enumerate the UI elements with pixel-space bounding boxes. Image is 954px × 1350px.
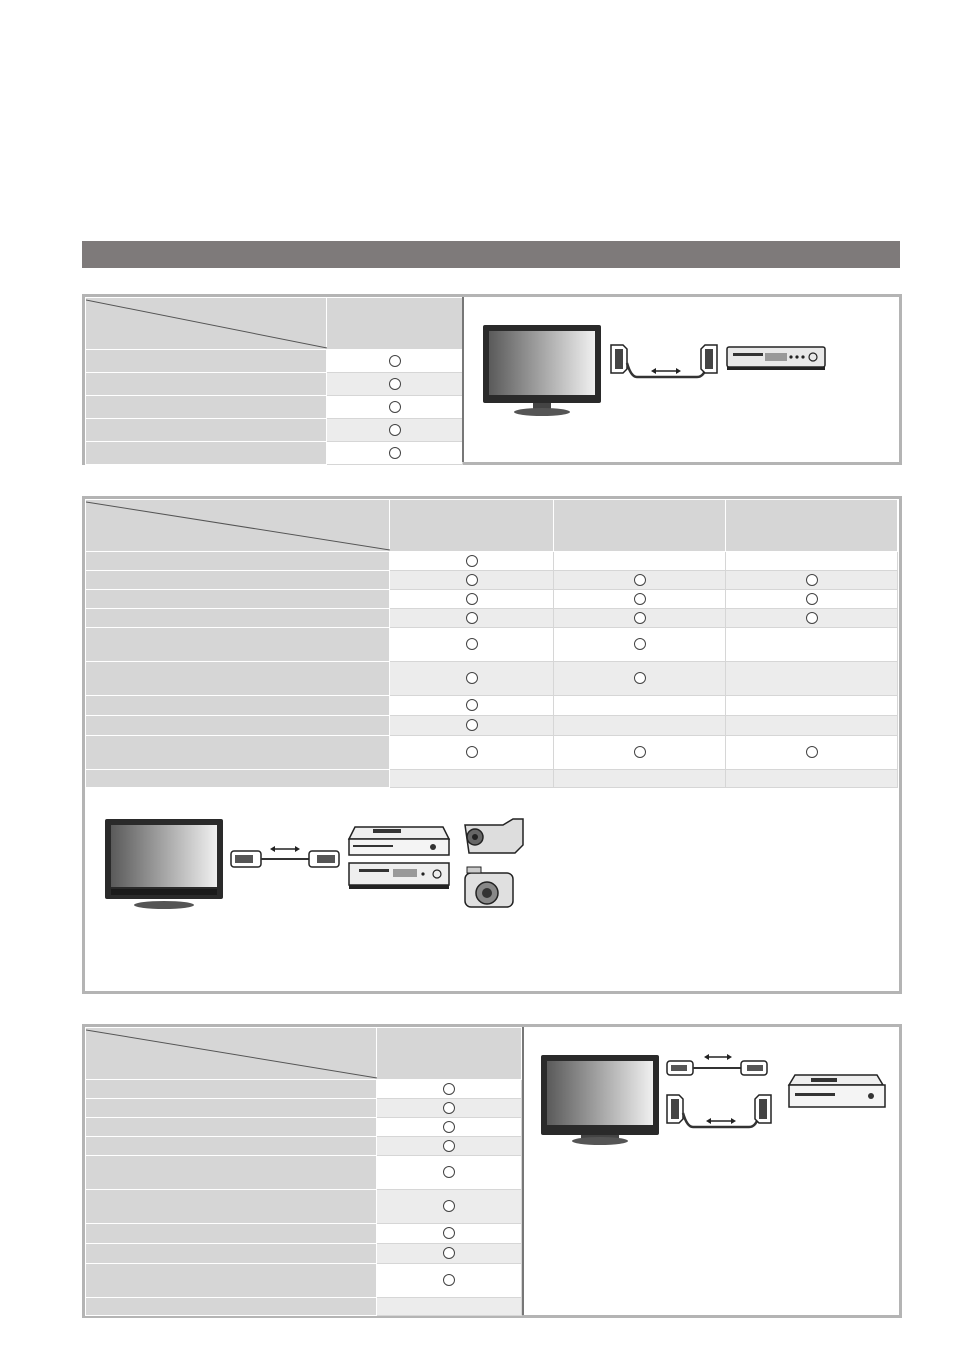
table-row [86,770,898,788]
table-row [86,736,898,770]
function-table [85,499,898,788]
support-cell [377,1244,522,1264]
supported-circle-icon [806,574,818,586]
table-row [86,696,898,716]
table-row [86,571,898,590]
supported-circle-icon [466,612,478,624]
tv-icon [541,1055,659,1145]
support-cell [726,770,898,788]
table-row [86,350,463,373]
digital-camera-icon [465,867,513,907]
column-header [554,500,726,552]
support-cell [377,1298,522,1316]
supported-circle-icon [443,1121,455,1133]
supported-circle-icon [634,746,646,758]
row-label [86,1298,377,1316]
supported-circle-icon [443,1274,455,1286]
row-label [86,696,390,716]
hdmi-plug-icon [667,1061,693,1075]
supported-circle-icon [466,699,478,711]
table-row [86,716,898,736]
support-cell [390,628,554,662]
column-header [390,500,554,552]
support-cell [390,716,554,736]
table-row [86,1244,522,1264]
support-cell [554,609,726,628]
supported-circle-icon [466,719,478,731]
support-cell [327,396,463,419]
double-arrow-icon [651,368,681,374]
support-cell [726,609,898,628]
hdmi-function-table [85,499,898,788]
row-label [86,736,390,770]
function-table [85,297,463,465]
support-cell [377,1190,522,1224]
scart-plug-icon [611,345,627,373]
support-cell [327,350,463,373]
table-row [86,1264,522,1298]
table-row [86,442,463,465]
double-arrow-icon [704,1054,732,1060]
supported-circle-icon [443,1102,455,1114]
supported-circle-icon [443,1200,455,1212]
supported-circle-icon [389,355,401,367]
supported-circle-icon [806,746,818,758]
function-table [85,1027,522,1316]
table-row [86,1298,522,1316]
support-cell [327,373,463,396]
support-cell [726,628,898,662]
row-label [86,442,327,465]
row-label [86,716,390,736]
table-corner-cell [86,500,390,552]
support-cell [377,1099,522,1118]
support-cell [390,552,554,571]
support-cell [327,442,463,465]
scart-plug-icon [701,345,717,373]
support-cell [726,662,898,696]
recorder-icon [789,1075,885,1107]
supported-circle-icon [806,612,818,624]
tv-icon [483,325,601,416]
row-label [86,396,327,419]
row-label [86,1118,377,1137]
table-row [86,1099,522,1118]
scart-compatibility-panel [82,294,902,465]
support-cell [377,1080,522,1099]
double-arrow-icon [706,1118,736,1124]
support-cell [554,628,726,662]
double-arrow-icon [270,846,300,852]
row-label [86,552,390,571]
row-label [86,1099,377,1118]
recorder-icon [349,827,449,855]
hdmi-plug-icon [741,1061,767,1075]
table-row [86,1118,522,1137]
supported-circle-icon [443,1247,455,1259]
row-label [86,350,327,373]
dvd-player-icon [727,347,825,370]
supported-circle-icon [443,1140,455,1152]
row-label [86,419,327,442]
table-row [86,609,898,628]
support-cell [390,571,554,590]
row-label [86,1224,377,1244]
scart-function-table [85,297,463,465]
table-corner-cell [86,1028,377,1080]
table-header-row [86,500,898,552]
row-label [86,662,390,696]
table-row [86,552,898,571]
support-cell [726,590,898,609]
table-header-row [86,298,463,350]
supported-circle-icon [389,424,401,436]
recorder-compatibility-panel [82,1024,902,1318]
hdmi-connection-illustration [103,811,533,921]
camcorder-icon [465,819,523,853]
row-label [86,1190,377,1224]
supported-circle-icon [389,401,401,413]
supported-circle-icon [634,638,646,650]
support-cell [554,696,726,716]
row-label [86,1264,377,1298]
support-cell [377,1224,522,1244]
supported-circle-icon [466,746,478,758]
supported-circle-icon [466,555,478,567]
support-cell [554,716,726,736]
row-label [86,1080,377,1099]
support-cell [390,662,554,696]
supported-circle-icon [443,1166,455,1178]
support-cell [390,696,554,716]
column-header [327,298,463,350]
support-cell [327,419,463,442]
table-row [86,373,463,396]
scart-connection-illustration [475,315,895,425]
support-cell [390,770,554,788]
tv-icon [105,819,223,909]
support-cell [554,736,726,770]
column-header [377,1028,522,1080]
scart-plug-icon [667,1095,683,1123]
support-cell [554,571,726,590]
supported-circle-icon [806,593,818,605]
row-label [86,1156,377,1190]
supported-circle-icon [634,593,646,605]
support-cell [377,1137,522,1156]
supported-circle-icon [634,574,646,586]
row-label [86,571,390,590]
support-cell [390,736,554,770]
support-cell [377,1118,522,1137]
table-row [86,590,898,609]
supported-circle-icon [634,612,646,624]
section-title-bar [82,241,900,268]
table-header-row [86,1028,522,1080]
support-cell [554,770,726,788]
supported-circle-icon [443,1227,455,1239]
support-cell [554,590,726,609]
row-label [86,1137,377,1156]
row-label [86,609,390,628]
support-cell [390,590,554,609]
support-cell [726,571,898,590]
support-cell [726,736,898,770]
row-label [86,590,390,609]
table-row [86,1224,522,1244]
row-label [86,1244,377,1264]
table-row [86,1080,522,1099]
recorder-function-table [85,1027,522,1316]
supported-circle-icon [466,672,478,684]
support-cell [726,552,898,571]
supported-circle-icon [466,574,478,586]
table-row [86,396,463,419]
support-cell [554,552,726,571]
support-cell [726,716,898,736]
support-cell [377,1264,522,1298]
table-row [86,662,898,696]
recorder-connection-illustration [533,1041,893,1151]
table-row [86,628,898,662]
scart-plug-icon [755,1095,771,1123]
table-row [86,1137,522,1156]
row-label [86,373,327,396]
hdmi-compatibility-panel [82,496,902,994]
table-corner-cell [86,298,327,350]
table-row [86,1156,522,1190]
row-label [86,770,390,788]
hdmi-plug-icon [231,851,261,867]
table-row [86,1190,522,1224]
support-cell [377,1156,522,1190]
supported-circle-icon [634,672,646,684]
dvd-player-icon [349,863,449,889]
hdmi-plug-icon [309,851,339,867]
support-cell [726,696,898,716]
supported-circle-icon [443,1083,455,1095]
supported-circle-icon [466,638,478,650]
support-cell [390,609,554,628]
column-header [726,500,898,552]
supported-circle-icon [389,447,401,459]
supported-circle-icon [389,378,401,390]
support-cell [554,662,726,696]
supported-circle-icon [466,593,478,605]
table-row [86,419,463,442]
row-label [86,628,390,662]
